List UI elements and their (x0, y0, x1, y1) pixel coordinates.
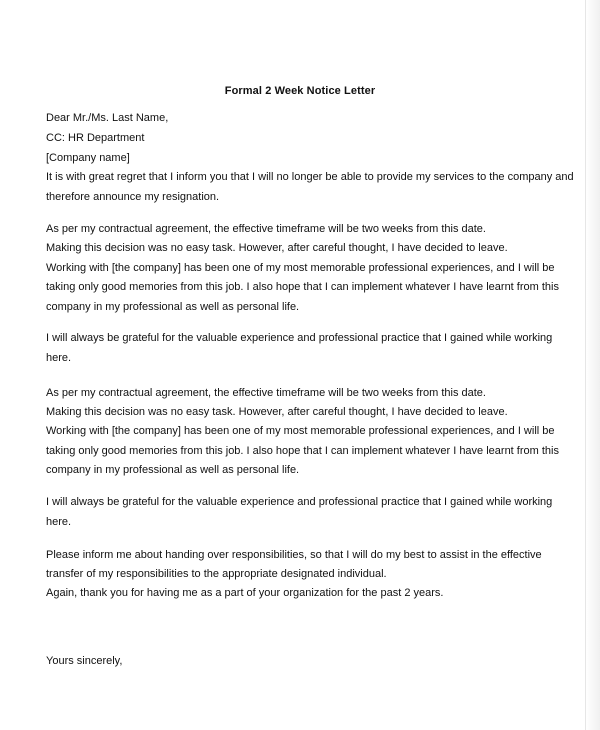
gratitude1-line: here. (46, 352, 72, 364)
intro-line: therefore announce my resignation. (46, 191, 220, 203)
paragraph2-line: company in my professional as well as personal life. (46, 464, 300, 476)
paragraph2-line: As per my contractual agreement, the effective timeframe will be two weeks from this date. (46, 387, 486, 399)
gratitude2-line: I will always be grateful for the valuable experience and professional practice that I gained while working (46, 496, 553, 508)
cc-line: CC: HR Department (46, 132, 145, 144)
gratitude1-line: I will always be grateful for the valuable experience and professional practice that I gained while working (46, 332, 553, 344)
handover-line: Again, thank you for having me as a part of your organization for the past 2 years. (46, 587, 444, 599)
paragraph1-line: taking only good memories from this job. I also hope that I can implement whatever I have learnt from this (46, 281, 559, 293)
handover-line: transfer of my responsibilities to the appropriate designated individual. (46, 568, 387, 580)
paragraph1-line: As per my contractual agreement, the effective timeframe will be two weeks from this date. (46, 223, 486, 235)
paragraph1-line: company in my professional as well as personal life. (46, 301, 300, 313)
gratitude2-line: here. (46, 516, 72, 528)
closing: Yours sincerely, (46, 655, 123, 667)
paragraph2-line: Working with [the company] has been one of my most memorable professional experiences, and I will be (46, 425, 555, 437)
company-name: [Company name] (46, 152, 130, 164)
salutation: Dear Mr./Ms. Last Name, (46, 112, 169, 124)
paragraph2-line: taking only good memories from this job. I also hope that I can implement whatever I have learnt from this (46, 445, 559, 457)
paragraph1-line: Making this decision was no easy task. However, after careful thought, I have decided to leave. (46, 242, 508, 254)
paragraph2-line: Making this decision was no easy task. However, after careful thought, I have decided to leave. (46, 406, 508, 418)
paragraph1-line: Working with [the company] has been one of my most memorable professional experiences, and I will be (46, 262, 555, 274)
intro-line: It is with great regret that I inform you that I will no longer be able to provide my services to the company and (46, 171, 574, 183)
letter-title: Formal 2 Week Notice Letter (224, 85, 376, 97)
handover-line: Please inform me about handing over responsibilities, so that I will do my best to assist in the effective (46, 549, 542, 561)
page-edge-shadow (585, 0, 600, 730)
